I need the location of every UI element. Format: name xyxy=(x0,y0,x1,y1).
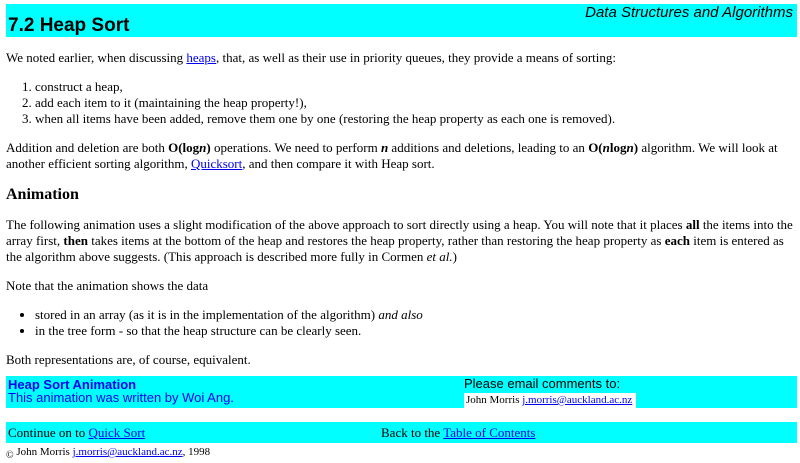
text: stored in an array (as it is in the implementation of the algorithm) xyxy=(35,307,379,322)
text: takes items at the bottom of the heap and restores the heap property, rather than restoring the heap property as xyxy=(87,233,665,248)
text: all xyxy=(685,217,700,232)
quicksort-link[interactable]: Quicksort xyxy=(190,156,243,171)
text: Addition and deletion are both xyxy=(6,140,169,155)
email-link[interactable]: j.morris@auckland.ac.nz xyxy=(522,394,633,406)
animation-title[interactable]: Heap Sort Animation xyxy=(8,377,137,392)
text: Continue on to xyxy=(8,425,89,440)
text: operations. We need to perform xyxy=(210,140,381,155)
copyright xyxy=(6,446,210,459)
equivalent-paragraph: Both representations are, of course, equivalent. xyxy=(6,352,251,367)
complexity-onlog xyxy=(588,140,638,155)
text: ) xyxy=(452,249,457,264)
footer-nav xyxy=(6,422,797,443)
text: The following animation uses a slight modification of the above approach to sort directly using a heap. You will note that it places xyxy=(6,217,686,232)
animation-heading: Animation xyxy=(6,186,79,203)
text: John Morris xyxy=(13,446,73,458)
representation-list xyxy=(6,307,794,339)
text: log xyxy=(609,140,627,155)
table-of-contents-link[interactable]: Table of Contents xyxy=(443,425,536,440)
step-item: 2. add each item to it (maintaining the heap property!), xyxy=(35,95,794,111)
text: O( xyxy=(588,140,603,155)
email-comments xyxy=(464,377,636,408)
text: ) xyxy=(633,140,639,155)
text: , and then compare it with Heap sort. xyxy=(242,156,435,171)
text: each xyxy=(664,233,690,248)
text: then xyxy=(63,233,88,248)
animation-panel xyxy=(6,376,797,408)
copyright-icon: © xyxy=(6,450,14,461)
note-paragraph: Note that the animation shows the data xyxy=(6,278,209,293)
complexity-olog xyxy=(168,140,211,155)
text: , 1998 xyxy=(182,446,211,458)
text: and also xyxy=(378,307,423,322)
text: algorithm. We will look at another efficient sorting algorithm, xyxy=(6,140,778,171)
animation-info[interactable] xyxy=(8,378,234,404)
step-item: 1. construct a heap, xyxy=(35,79,794,95)
text: n xyxy=(602,140,610,155)
intro-text: We noted earlier, when discussing xyxy=(6,50,187,65)
animation-credit: This animation was written by Woi Ang. xyxy=(8,390,234,405)
text: et al. xyxy=(426,249,453,264)
text: ) xyxy=(206,140,211,155)
text: additions and deletions, leading to an xyxy=(388,140,589,155)
back-nav xyxy=(381,425,535,440)
page-title: 7.2 Heap Sort xyxy=(8,15,130,36)
heaps-link[interactable]: heaps xyxy=(186,50,216,65)
continue-nav xyxy=(8,425,145,440)
list-item: • in the tree form - so that the heap structure can be clearly seen. xyxy=(35,323,794,339)
email-box xyxy=(464,393,636,408)
text: n xyxy=(380,140,389,155)
intro-text-2: , that, as well as their use in priority queues, they provide a means of sorting: xyxy=(216,50,617,65)
intro-paragraph xyxy=(6,50,794,66)
text: the items into the array first, xyxy=(6,217,793,248)
page-header xyxy=(6,4,797,37)
course-title: Data Structures and Algorithms xyxy=(585,4,793,21)
main-content xyxy=(6,50,794,368)
text: n xyxy=(199,140,207,155)
copyright-email-link[interactable]: j.morris@auckland.ac.nz xyxy=(72,446,183,458)
email-prompt: Please email comments to: xyxy=(464,376,621,391)
step-item: 3. when all items have been added, remove them one by one (restoring the heap property as each one is removed). xyxy=(35,111,794,127)
list-item xyxy=(35,307,794,323)
text: O(log xyxy=(168,140,200,155)
animation-paragraph xyxy=(6,217,794,265)
author-name: John Morris xyxy=(466,394,523,406)
text: n xyxy=(626,140,634,155)
text: item is entered as the algorithm above suggests. (This approach is described more fully in Cormen xyxy=(6,233,784,264)
quick-sort-link[interactable]: Quick Sort xyxy=(88,425,146,440)
steps-list xyxy=(6,79,794,127)
complexity-paragraph xyxy=(6,140,794,172)
text: Back to the xyxy=(381,425,444,440)
